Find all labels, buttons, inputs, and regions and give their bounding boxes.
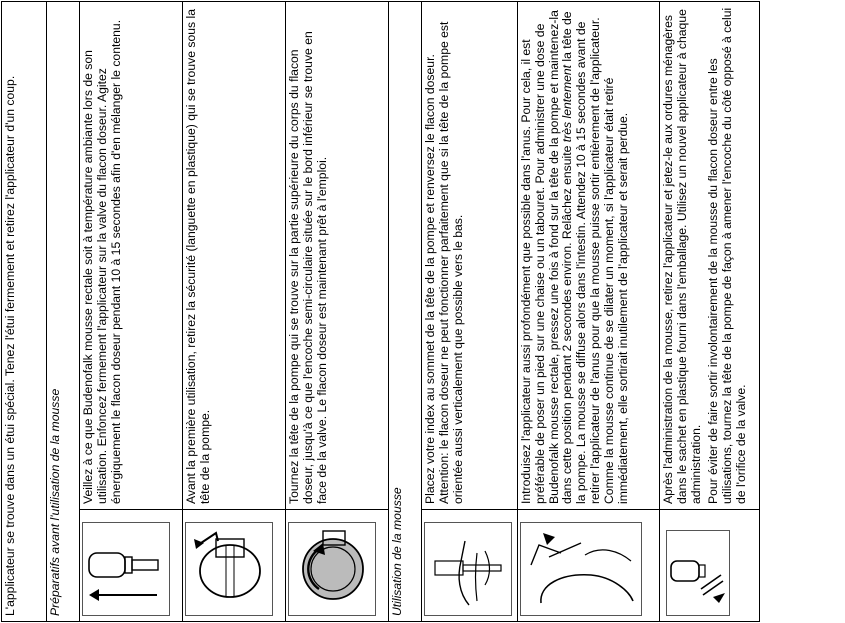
step-illustration-cell: [660, 510, 760, 622]
pump-turn-illustration: [288, 522, 376, 616]
usage-section-title: Utilisation de la mousse: [389, 2, 422, 622]
step-row-warm: [80, 2, 183, 622]
insert-text-a: Introduisez l'applicateur aussi profondément que possible dans l'anus. Pour cela, il est préférable de poser un pied sur une chaise ou un tabouret. Pour administrer une dose de Budenofalk mousse rectale, pressez une fois à fond sur la tête de la pompe et maintenez-la dans cette position pendant 2 secondes environ. Relâchez ensuite: [519, 10, 575, 504]
prep-section-title: Préparatifs avant l'utilisation de la mousse: [47, 2, 80, 622]
step-row-index: [422, 2, 518, 622]
step-row-safety: [183, 2, 286, 622]
step-text-avoid: Pour éviter de faire sortir involontairement de la mousse du flacon doseur entre les utilisations, tournez la tête de la pompe de façon à amener l'encoche du côté opposé à celui de l'orifice de la valve.: [706, 7, 748, 504]
bottle-applicator-illustration: [82, 522, 170, 616]
step-text-index: Placez votre index au sommet de la tête de la pompe et renversez le flacon doseur. Attention: le flacon doseur ne peut fonctionner parfaitement que si la tête de la pompe est orientée aussi verticalement que possible vers le bas.: [422, 2, 518, 510]
intro-text: L'applicateur se trouve dans un étui spécial. Tenez l'étui fermement et retirez l'applicateur d'un coup.: [2, 2, 47, 622]
step-text-turn: Tournez la tête de la pompe qui se trouve sur la partie supérieure du corps du flacon doseur, jusqu'à ce que l'encoche semi-circulaire située sur le bord inférieur se trouve en face de la valve. Le flacon doseur est maintenant prêt à l'emploi.: [286, 2, 389, 510]
step-illustration-cell: [183, 510, 286, 622]
step-row-turn: [286, 2, 389, 622]
insertion-illustration: [520, 522, 642, 616]
step-illustration-cell: [518, 510, 660, 622]
insert-text-slow: très lentement: [560, 64, 575, 143]
step-text-after: Après l'administration de la mousse, retirez l'applicateur et jetez-le aux ordures ménagères dans le sachet en plastique fourni dans l'emballage. Utilisez un nouvel applicateur à chaque administration.: [661, 9, 703, 504]
step-illustration-cell: [80, 510, 183, 622]
step-row-insert: [518, 2, 660, 622]
instructions-table: [1, 1, 760, 622]
step-illustration-cell: [286, 510, 389, 622]
step-row-after: [660, 2, 760, 622]
remove-applicator-illustration: [666, 530, 730, 616]
insert-text-b: la tête de la pompe. La mousse se diffuse alors dans l'intestin. Attendez 10 à 15 secondes avant de retirer l'applicateur de l'anus pour que la mousse puisse sortir entièrement de l'applicateur. Comme la mousse continue de se dilater un moment, si l'applicateur était retiré immédiatement, elle sortirait inutilement de l'applicateur et serait perdue.: [560, 11, 630, 504]
safety-tab-illustration: [185, 522, 273, 616]
step-text-warm: Veillez à ce que Budenofalk mousse rectale soit à température ambiante lors de son utilisation. Enfoncez fermement l'applicateur sur la valve du flacon doseur. Agitez énergiquement le flacon doseur pendant 10 à 15 secondes afin d'en mélanger le contenu.: [80, 2, 183, 510]
hand-holding-bottle-illustration: [424, 522, 512, 616]
step-text-safety: Avant la première utilisation, retirez la sécurité (languette en plastique) qui se trouve sous la tête de la pompe.: [183, 2, 286, 510]
step-text-insert: [518, 2, 660, 510]
step-illustration-cell: [422, 510, 518, 622]
step-text-after-cell: [660, 2, 760, 510]
